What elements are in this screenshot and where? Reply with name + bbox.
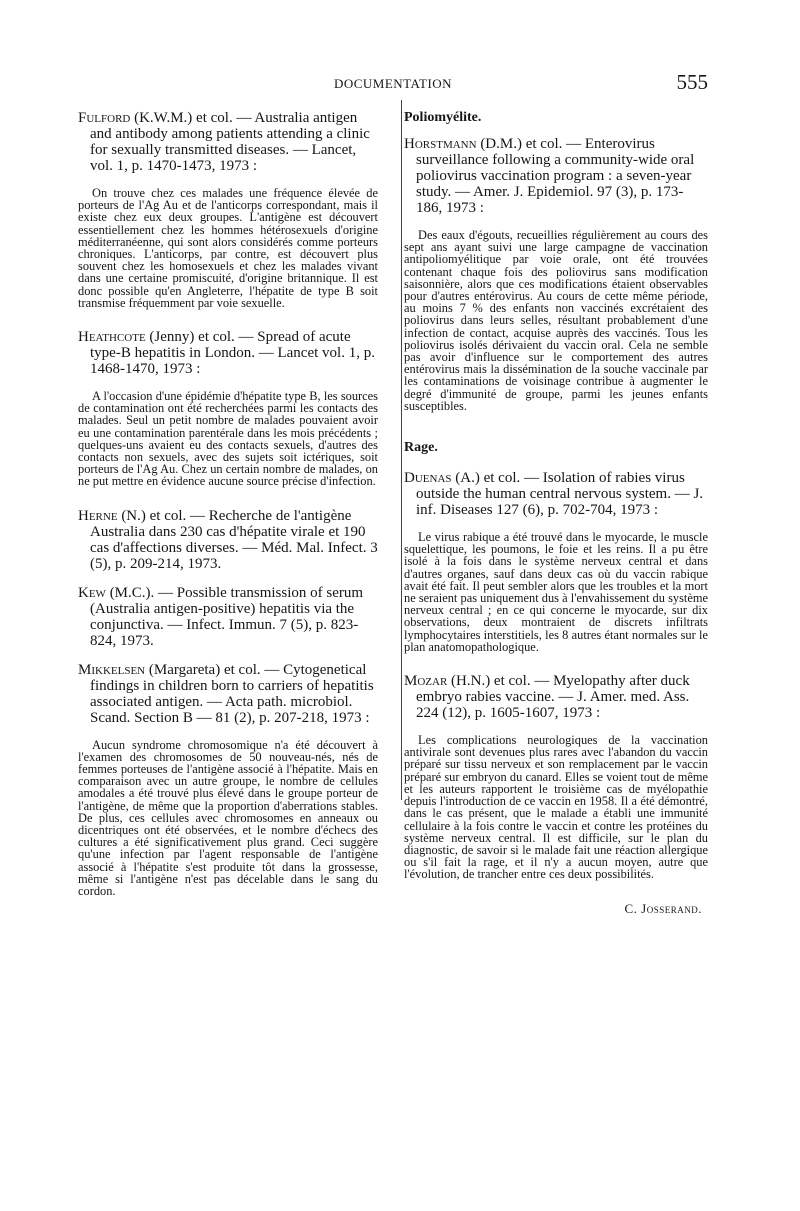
citation-text: (H.N.) et col. — Myelopathy after duck embryo rabies vaccine. — J. Amer. med. Ass. 224 (12), p. 1605-1607, 1973 :: [416, 673, 690, 722]
citation-text: (Jenny) et col. — Spread of acute type-B hepatitis in London. — Lancet vol. 1, p. 1468-1470, 1973 :: [90, 329, 375, 378]
abstract-duenas: Le virus rabique a été trouvé dans le myocarde, le muscle squelettique, les poumons, le foie et les reins. Il a pu être isolé à la fois dans le système nerveux central et dans d'autres organes, sauf dans deux cas où du vaccin rabique avait été fait. Il peut sembler alors que les troubles et la mort ne seraient pas uniquement dus à l'envahissement du système nerveux central ; en ce qui concerne le myocarde, sur dix observations, deux montraient de discrets infiltrats lymphocytaires interstitiels, les 8 autres étant normales sur le plan anatomopathologique.: [404, 530, 708, 654]
reference-mikkelsen: [78, 662, 378, 726]
reference-kew: [78, 585, 378, 649]
author-name: Duenas: [404, 470, 452, 487]
author-name: Heathcote: [78, 329, 146, 346]
reference-duenas: [404, 470, 708, 518]
citation-text: (N.) et col. — Recherche de l'antigène Australia dans 230 cas d'hépatite virale et 190 cas d'affections diverses. — Méd. Mal. Infect. 3 (5), p. 209-214, 1973.: [90, 507, 378, 572]
reference-fulford: [78, 110, 378, 174]
reference-mozar: [404, 673, 708, 721]
author-name: Mozar: [404, 673, 448, 690]
citation-text: (K.W.M.) et col. — Australia antigen and antibody among patients attending a clinic for sexually transmitted diseases. — Lancet, vol. 1, p. 1470-1473, 1973 :: [90, 110, 370, 174]
author-name: Horstmann: [404, 136, 477, 152]
author-name: Herne: [78, 507, 118, 524]
author-signature: C. Josserand.: [624, 900, 702, 916]
abstract-fulford: On trouve chez ces malades une fréquence élevée de porteurs de l'Ag Au et de l'anticorps correspondant, mais il existe chez eux deux groupes. L'antigène est découvert essentiellement chez les hommes hétérosexuels d'origine méditerranéenne, qui sont alors considérés comme porteurs chroniques. L'anticorps, par contre, est découvert plus souvent chez les homosexuels et chez les malades vivant dans une certaine promiscuité, d'origine britannique. Il est donc possible qu'en Angleterre, l'hépatite de type B soit transmise fréquemment par voie sexuelle.: [78, 186, 378, 310]
reference-horstmann: [404, 136, 708, 216]
author-name: Kew: [78, 584, 106, 601]
citation-text: (A.) et col. — Isolation of rabies virus outside the human central nervous system. — J. inf. Diseases 127 (6), p. 702-704, 1973 :: [416, 470, 704, 519]
citation-text: (M.C.). — Possible transmission of serum (Australia antigen-positive) hepatitis via the conjunctiva. — Infect. Immun. 7 (5), p. 823-824, 1973.: [90, 584, 364, 649]
citation-text: (D.M.) et col. — Enterovirus surveillance following a community-wide oral poliovirus vaccination program : a seven-year study. — Amer. J. Epidemiol. 97 (3), p. 173-186, 1973 :: [416, 136, 695, 216]
column-divider: [401, 100, 402, 800]
reference-herne: [78, 508, 378, 572]
author-name: Fulford: [78, 110, 131, 126]
abstract-heathcote: A l'occasion d'une épidémie d'hépatite type B, les sources de contamination ont été recherchées parmi les contacts des malades. Seul un petit nombre de malades pouvaient avoir eu une contamination parentérale dans les mois précédents ; quelques-uns avaient eu des contacts sexuels, d'autres des contacts non sexuels, avec des sujets soit ictériques, soit porteurs de l'Ag Au. Chez un certain nombre de malades, on ne put mettre en évidence aucune source précise d'infection.: [78, 389, 378, 489]
abstract-mikkelsen: Aucun syndrome chromosomique n'a été découvert à l'examen des chromosomes de 50 nouveau-nés, nés de femmes porteuses de l'antigène associé à l'hépatite. Mais en comparaison avec un autre groupe, le nombre de cellules amodales a été trouvé plus élevé dans le groupe porteur de l'antigène, de même que la proportion d'aberrations stables. De plus, ces cellules avec chromosomes en anneaux ou dicentriques ont été observées, et le nombre d'échecs des cultures a été significativement plus grand. Ceci suggère qu'une infection par l'agent responsable de l'antigène associé à l'hépatite s'est produite tôt dans la grossesse, même si l'antigène n'est pas décelable dans le sang du cordon.: [78, 737, 378, 899]
reference-heathcote: [78, 329, 378, 377]
section-heading-polio: Poliomyélite.: [404, 110, 482, 125]
left-column: [78, 110, 378, 917]
abstract-horstmann: Des eaux d'égouts, recueillies régulièrement au cours des sept ans ayant suivi une large campagne de vaccination antipoliomyélitique par voie orale, ont été trouvées contenant chaque fois des poliovirus sans modification saisonnière, alors que ces modifications étaient observables pour d'autres entérovirus. Au cours de cette même période, au moins 7 % des enfants non vaccinés excrétaient des poliovirus dans leurs selles, résultant probablement d'une infection de contact, acquise auprès des vaccinés. Tous les poliovirus isolés dérivaient du vaccin oral. Cela ne semble pas avoir d'influence sur le comportement des autres entérovirus mais la dissémination de la souche vaccinale par les contaminations de voisinage contribue à augmenter le degré d'immunité de groupe, parmi les jeunes enfants susceptibles.: [404, 228, 708, 413]
abstract-mozar: Les complications neurologiques de la vaccination antivirale sont devenues plus rares avec l'abandon du vaccin préparé sur tissu nerveux et son remplacement par le vaccin préparé sur embryon du canard. Elles se voient tout de même et les auteurs rapportent le troisième cas de myélopathie depuis l'introduction de ce vaccin en 1958. Il a été démontré, dans le cas présent, que le malade a établi une immunité cellulaire à la fois contre le vaccin et contre les protéines du système nerveux central. Il est difficile, sur le plan du diagnostic, de savoir si le malade fait une réaction allergique ou s'il fait la rage, et il n'y a aucun moyen, autre que l'évolution, de trancher entre ces deux possibilités.: [404, 733, 708, 882]
page-number: 555: [676, 70, 708, 94]
running-title: DOCUMENTATION: [333, 76, 453, 91]
citation-text: (Margareta) et col. — Cytogenetical findings in children born to carriers of hepatitis associated antigen. — Acta path. microbiol. Scand. Section B — 81 (2), p. 207-218, 1973 :: [90, 661, 374, 726]
author-name: Mikkelsen: [78, 661, 146, 678]
section-heading-rage: Rage.: [404, 440, 438, 456]
page-header: [78, 70, 708, 98]
right-column: [404, 110, 708, 930]
